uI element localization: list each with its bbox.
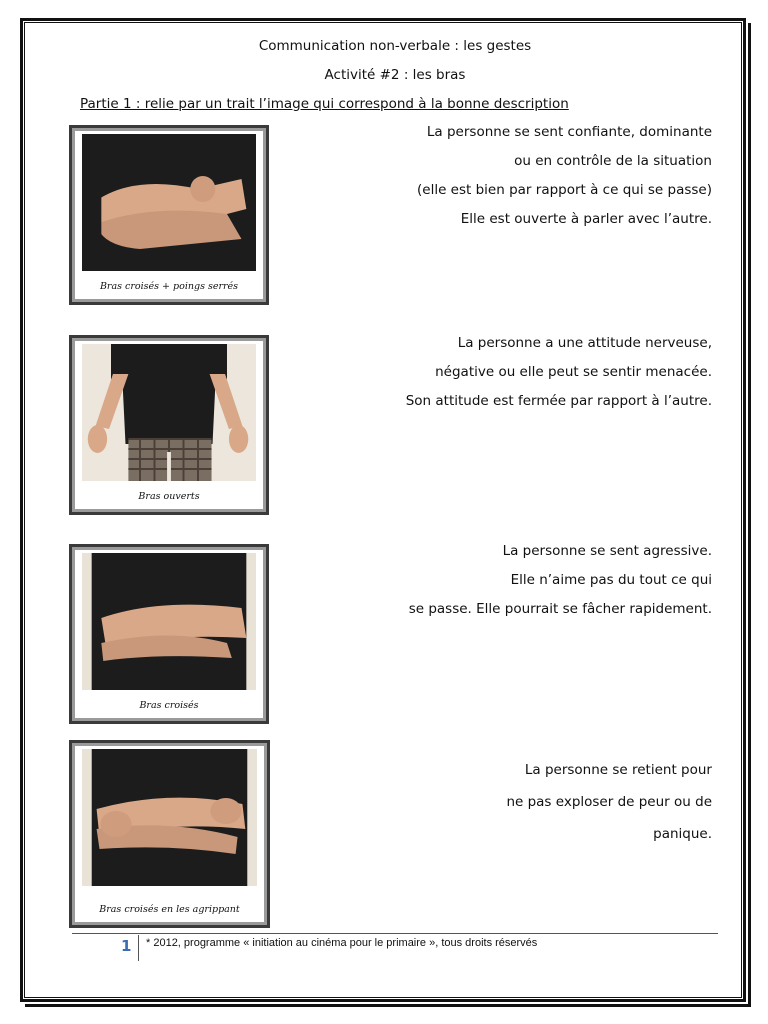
- crossed-arms-photo: [82, 553, 256, 690]
- photo-card-4[interactable]: [69, 740, 270, 928]
- description-4[interactable]: [506, 754, 712, 850]
- photo-caption: Bras croisés + poings serrés: [99, 281, 239, 292]
- photo-card-2[interactable]: [69, 335, 269, 515]
- description-1[interactable]: [417, 118, 712, 234]
- description-line: La personne a une attitude nerveuse,: [457, 335, 712, 351]
- description-line: se passe. Elle pourrait se fâcher rapidement.: [408, 601, 712, 617]
- crossed-arms-fists-photo: [82, 134, 256, 271]
- description-line: Son attitude est fermée par rapport à l’autre.: [405, 393, 712, 409]
- photo-card-3[interactable]: [69, 544, 269, 724]
- description-2[interactable]: [406, 329, 712, 416]
- description-line: La personne se retient pour: [524, 762, 712, 778]
- description-line: Elle est ouverte à parler avec l’autre.: [460, 211, 712, 227]
- page-number: 1: [121, 937, 132, 955]
- description-line: panique.: [653, 826, 712, 842]
- open-arms-photo: [82, 344, 256, 481]
- description-line: ne pas exploser de peur ou de: [506, 794, 712, 810]
- description-3[interactable]: [409, 537, 712, 624]
- photo-caption: Bras ouverts: [138, 491, 200, 502]
- photo-caption: Bras croisés: [139, 700, 199, 711]
- description-line: négative ou elle peut se sentir menacée.: [435, 364, 712, 380]
- description-line: La personne se sent confiante, dominante: [426, 124, 712, 140]
- description-line: Elle n’aime pas du tout ce qui: [510, 572, 712, 588]
- description-line: (elle est bien par rapport à ce qui se passe): [417, 182, 712, 198]
- photo-caption: Bras croisés en les agrippant: [99, 904, 240, 915]
- footer-divider: [72, 933, 718, 934]
- description-line: La personne se sent agressive.: [502, 543, 712, 559]
- activity-subtitle: Activité #2 : les bras: [324, 67, 466, 83]
- photo-card-1[interactable]: [69, 125, 269, 305]
- instruction: Partie 1 : relie par un trait l’image qui correspond à la bonne description: [80, 96, 569, 112]
- footer-copyright: * 2012, programme « initiation au cinéma pour le primaire », tous droits réservés: [146, 937, 538, 949]
- page-number-separator: [138, 935, 139, 961]
- description-line: ou en contrôle de la situation: [514, 153, 712, 169]
- crossed-arms-gripping-photo: [82, 749, 257, 886]
- page-title: Communication non-verbale : les gestes: [258, 38, 532, 54]
